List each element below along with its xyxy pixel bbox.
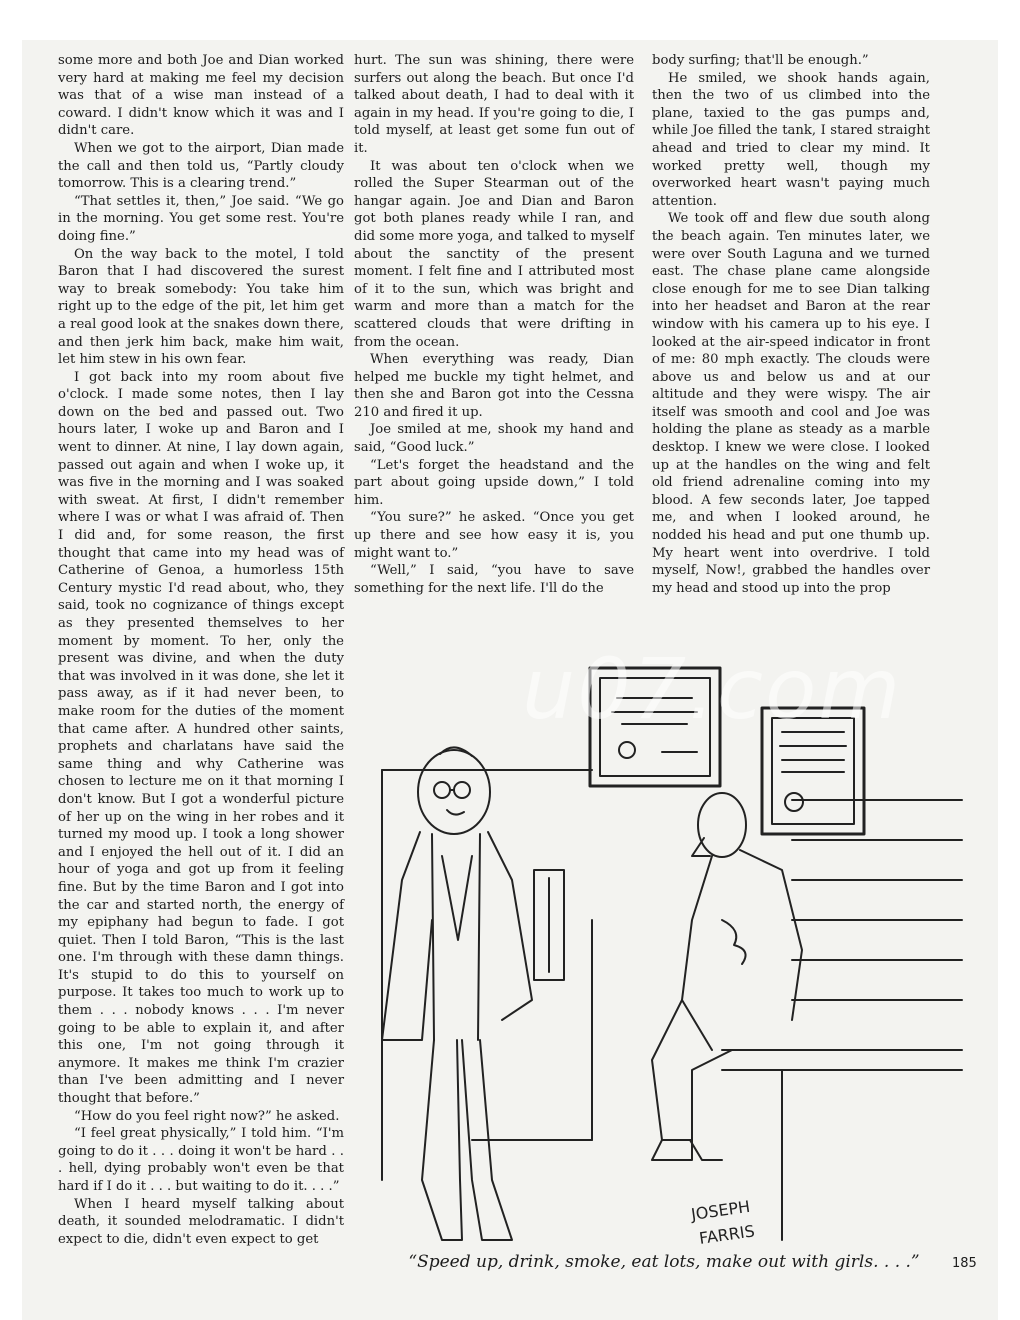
text-column-right [652, 52, 930, 596]
artist-signature-line1: JOSEPH [689, 1196, 752, 1224]
examination-table [722, 800, 962, 1240]
paragraph: “How do you feel right now?” he asked. [74, 1108, 340, 1124]
paragraph: Joe smiled at me, shook my hand and said, “Good luck.” [354, 422, 634, 456]
paragraph: “You sure?” he asked. “Once you get up there and see how easy it is, you might want to.” [354, 510, 634, 561]
cartoon-caption: “Speed up, drink, smoke, eat lots, make out with girls. . . .” [408, 1252, 920, 1272]
watermark: u07.com [522, 640, 903, 738]
paragraph: On the way back to the motel, I told Baron that I had discovered the surest way to break somebody: You take him right up to the edge of the pit, let him get a real good look at the snakes down there, and then jerk him back, make him wait, let him stew in his own fear. [58, 246, 344, 368]
text-column-left [58, 52, 344, 1272]
page-number: 185 [952, 1256, 977, 1271]
paragraph: hurt. The sun was shining, there were surfers out along the beach. But once I'd talked about death, I had to deal with it again in my head. If you're going to die, I told myself, at least get some fun out of it. [354, 53, 634, 156]
patient-figure [652, 793, 802, 1160]
paragraph: some more and both Joe and Dian worked very hard at making me feel my decision was that of a wise man instead of a coward. I didn't know which it was and I didn't care. [58, 53, 344, 139]
doctor-figure [382, 747, 564, 1240]
paragraph: body surfing; that'll be enough.” [652, 53, 869, 68]
diploma-frame-left [590, 668, 720, 786]
text-column-middle [354, 52, 634, 596]
diploma-frame-right [762, 708, 864, 834]
paragraph: “Well,” I said, “you have to save something for the next life. I'll do the [354, 563, 634, 596]
artist-signature-line2: FARRIS [697, 1221, 756, 1248]
paragraph: “Let's forget the headstand and the part about going upside down,” I told him. [354, 457, 634, 508]
paragraph: When I heard myself talking about death, it sounded melodramatic. I didn't expect to die, didn't even expect to get [58, 1196, 344, 1247]
paragraph: When everything was ready, Dian helped me buckle my tight helmet, and then she and Baron got into the Cessna 210 and fired it up. [354, 352, 634, 420]
paragraph: “I feel great physically,” I told him. “I'm going to do it . . . doing it won't be hard . . . hell, dying probably won't even be that hard if I do it . . . but waiting to do it. . . .” [58, 1126, 344, 1194]
magazine-page [22, 40, 998, 1320]
paragraph: I got back into my room about five o'clock. I made some notes, then I lay down on the bed and passed out. Two hours later, I woke up and Baron and I went to dinner. At nine, I lay down again, passed out again and when I woke up, it was five in the morning and I was soaked with sweat. At first, I didn't remember where I was or what I was afraid of. Then I did and, for some reason, the first thought that came into my head was of Catherine of Genoa, a humorless 15th Century mystic I'd read about, who, they said, took no cognizance of things except as they presented themselves to her moment by moment. To her, only the present was divine, and when the duty that was involved in it was done, she let it pass away, as if it had never been, to make room for the duties of the moment that came after. A hundred other saints, prophets and charlatans have said the same thing and why Catherine was chosen to lecture me on it that morning I don't know. But I got a wonderful picture of her up on the wing in her robes and it turned my mood up. I took a long shower and I enjoyed the hell out of it. I did an hour of yoga and got up from it feeling fine. But by the time Baron and I got into the car and started north, the energy of my epiphany had begun to fade. I got quiet. Then I told Baron, “This is the last one. I'm through with these damn things. It's stupid to do this to yourself on purpose. It takes too much to work up to them . . . nobody knows . . . I'm never going to be able to explain it, and after this one, I'm not going through it anymore. It makes me think I'm crazier than I've been admitting and I never thought that before.” [58, 369, 344, 1107]
paragraph: “That settles it, then,” Joe said. “We go in the morning. You get some rest. You're doing fine.” [58, 193, 344, 244]
cartoon-illustration [362, 620, 972, 1260]
paragraph: It was about ten o'clock when we rolled the Super Stearman out of the hangar again. Joe and Dian and Baron got both planes ready while I ran, and did some more yoga, and talked to myself about the sanctity of the present moment. I felt fine and I attributed most of it to the sun, which was bright and warm and more than a match for the scattered clouds that were drifting in from the ocean. [354, 158, 634, 350]
paragraph: We took off and flew due south along the beach again. Ten minutes later, we were over South Laguna and we turned east. The chase plane came alongside close enough for me to see Dian talking into her headset and Baron at the rear window with his camera up to his eye. I looked at the air-speed indicator in front of me: 80 mph exactly. The clouds were above us and below us and at our altitude and they were wispy. The air itself was smooth and cool and Joe was holding the plane as steady as a marble desktop. I knew we were close. I looked up at the handles on the wing and felt old friend adrenaline coming into my blood. A few seconds later, Joe tapped me, and when I looked around, he nodded his head and put one thumb up. My heart went into overdrive. I told myself, Now!, grabbed the handles over my head and stood up into the prop [652, 211, 930, 596]
paragraph: He smiled, we shook hands again, then the two of us climbed into the plane, taxied to the gas pumps and, while Joe filled the tank, I stared straight ahead and tried to clear my mind. It worked pretty well, though my overworked heart wasn't paying much attention. [652, 70, 930, 209]
paragraph: When we got to the airport, Dian made the call and then told us, “Partly cloudy tomorrow. This is a clearing trend.” [58, 140, 344, 192]
